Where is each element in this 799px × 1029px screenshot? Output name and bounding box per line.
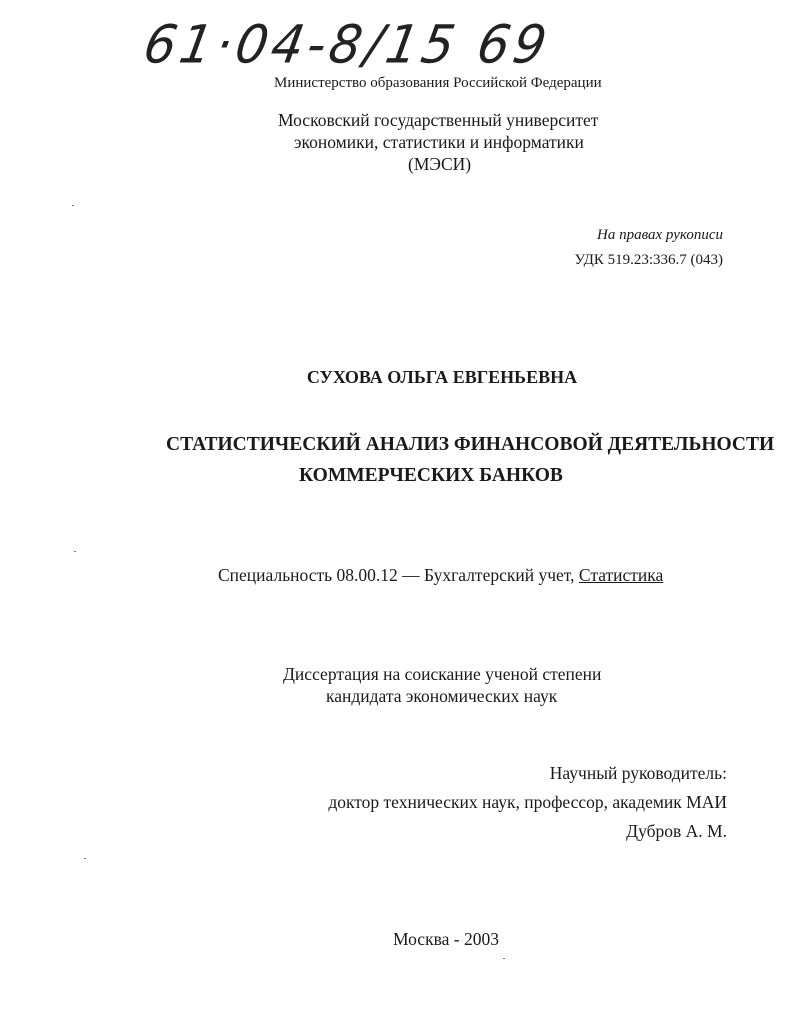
supervisor-credentials: доктор технических наук, профессор, академик МАИ [328,792,727,812]
scan-speck [503,958,505,959]
scan-speck [84,858,86,859]
dissertation-title-line-2: КОММЕРЧЕСКИХ БАНКОВ [299,465,563,486]
scan-speck [72,205,74,206]
university-abbreviation: (МЭСИ) [408,154,472,174]
udk-code: УДК 519.23:336.7 (043) [574,252,723,268]
dissertation-title-line-1: СТАТИСТИЧЕСКИЙ АНАЛИЗ ФИНАНСОВОЙ ДЕЯТЕЛЬНОСТИ [166,434,775,455]
specialty-prefix: Специальность 08.00.12 — Бухгалтерский учет, [218,565,579,585]
supervisor-name: Дубров А. М. [626,821,727,841]
manuscript-rights-note: На правах рукописи [597,227,723,243]
specialty-underlined: Статистика [578,565,664,585]
supervisor-label: Научный руководитель: [549,763,727,783]
author-name: СУХОВА ОЛЬГА ЕВГЕНЬЕВНА [306,367,578,387]
ministry-name: Министерство образования Российской Федерации [274,75,602,91]
university-name-line-2: экономики, статистики и информатики [294,132,584,152]
university-name-line-1: Московский государственный университет [278,110,599,130]
handwritten-archive-number: 61·04-8/15 69 [139,14,555,75]
specialty-line [218,565,663,586]
city-and-year: Москва - 2003 [393,929,499,949]
scan-speck [74,551,76,552]
degree-line-2: кандидата экономических наук [326,686,558,706]
degree-line-1: Диссертация на соискание ученой степени [283,664,602,684]
